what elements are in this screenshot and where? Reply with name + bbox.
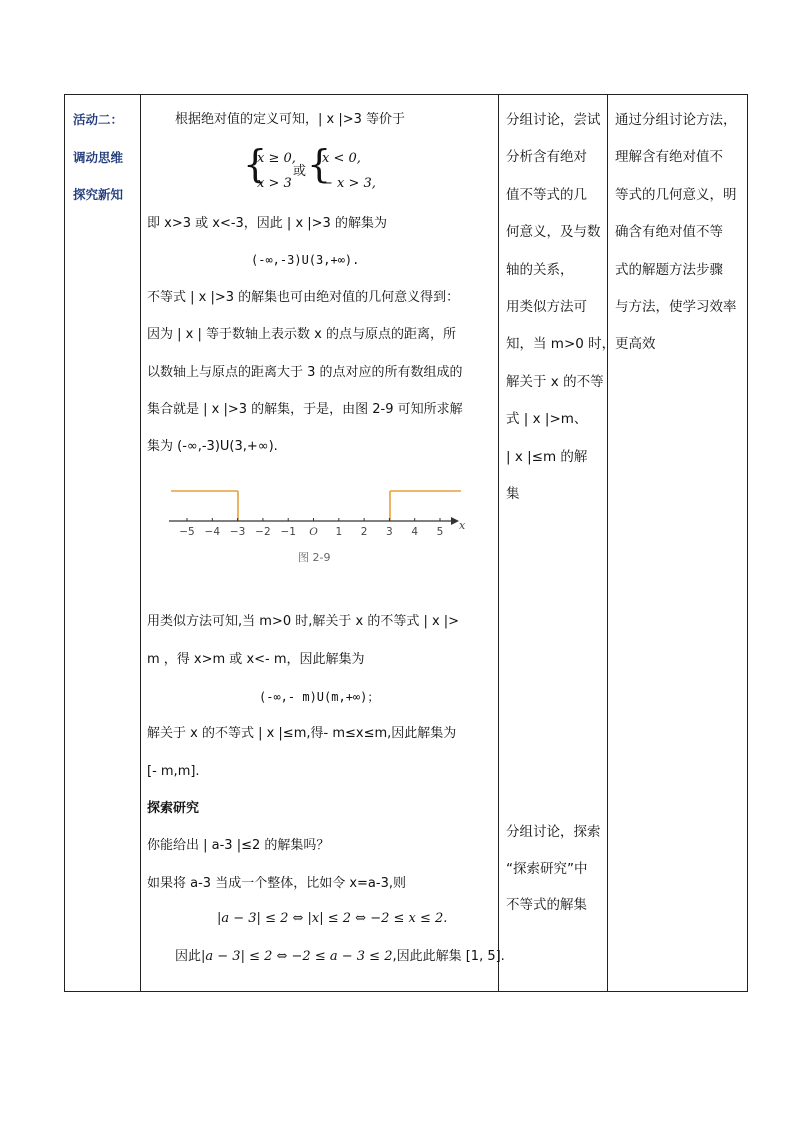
paragraph-4: 以数轴上与原点的距离大于 3 的点对应的所有数组成的	[147, 365, 463, 380]
question-2-formula: |a − 3| ≤ 2 ⇔ |x| ≤ 2 ⇔ −2 ≤ x ≤ 2.	[217, 911, 448, 926]
paragraph-1: 即 x>3 或 x<-3，因此 | x |>3 的解集为	[147, 216, 387, 231]
table-row	[65, 95, 748, 992]
student-activity-line: 分析含有绝对	[506, 149, 587, 166]
student-activity-line: 式 | x |>m、	[506, 411, 588, 428]
design-intent-line: 确含有绝对值不等	[615, 224, 723, 241]
design-intent-line: 式的解题方法步骤	[615, 261, 723, 278]
tick-label: −3	[229, 526, 246, 538]
intro-text: 根据绝对值的定义可知，| x |>3 等价于	[175, 112, 406, 127]
tick-label: 4	[411, 526, 419, 538]
tick-labels	[179, 526, 443, 538]
student-activity-line: 轴的关系，	[506, 261, 574, 278]
paragraph-7: 用类似方法可知,当 m>0 时,解关于 x 的不等式 | x |>	[147, 614, 460, 629]
student-activity-line: 不等式的解集	[506, 897, 587, 913]
student-activity-line: 集	[506, 486, 520, 502]
design-intent-cell	[608, 95, 748, 992]
student-activity-line: 值不等式的几	[506, 186, 587, 203]
paragraph-3: 因为 | x | 等于数轴上表示数 x 的点与原点的距离，所	[147, 327, 456, 342]
design-intent-line: 与方法，使学习效率	[615, 299, 737, 315]
question-3-line	[175, 948, 505, 966]
question-1: 你能给出 | a-3 |≤2 的解集吗？	[147, 838, 330, 853]
student-activity-line: “探索研究”中	[506, 860, 588, 877]
tick-label: −5	[179, 526, 195, 538]
paragraph-8-result: (-∞,- m)U(m,+∞)；	[259, 690, 380, 704]
design-intent-line: 等式的几何意义，明	[615, 186, 737, 203]
student-activity-lines	[499, 95, 616, 991]
number-line-figure	[161, 485, 497, 575]
activity-title: 活动二：	[73, 112, 124, 127]
question-3-suffix: ,因此此解集 [1, 5].	[392, 949, 505, 964]
tick-label: 5	[436, 526, 444, 538]
student-activity-line: | x |≤m 的解	[506, 448, 588, 465]
design-intent-line: 理解含有绝对值不	[615, 149, 723, 166]
student-activity-line: 何意义，及与数	[506, 224, 601, 241]
system-or: 或	[293, 164, 307, 179]
paragraph-8: m ，得 x>m 或 x<- m，因此解集为	[147, 652, 365, 667]
paragraph-10: [- m,m].	[147, 764, 200, 779]
paragraph-9: 解关于 x 的不等式 | x |≤m,得- m≤x≤m,因此解集为	[147, 726, 457, 741]
design-intent-line: 更高效	[615, 336, 656, 353]
lesson-plan-table	[64, 94, 748, 992]
student-activity-cell	[499, 95, 616, 992]
system-left-2: x > 3	[257, 176, 292, 191]
student-activity-line: 知，当 m>0 时，	[506, 336, 616, 353]
paragraph-1-result: (-∞,-3)U(3,+∞).	[251, 253, 360, 267]
system-right-2: − x > 3,	[322, 176, 376, 191]
question-3-formula: |a − 3| ≤ 2 ⇔ −2 ≤ a − 3 ≤ 2	[201, 949, 393, 964]
paragraph-5: 集合就是 | x |>3 的解集，于是，由图 2-9 可知所求解	[147, 402, 463, 417]
paragraph-6: 集为 (-∞,-3)U(3,+∞).	[147, 439, 278, 454]
content-cell	[141, 95, 505, 992]
explore-heading: 探索研究	[147, 801, 200, 816]
tick-label: −1	[280, 526, 296, 538]
tick-label: −4	[204, 526, 221, 538]
tick-label: 1	[335, 526, 343, 538]
activity-purpose-2: 探究新知	[73, 187, 124, 202]
paragraph-2: 不等式 | x |>3 的解集也可由绝对值的几何意义得到：	[147, 290, 460, 305]
student-activity-line: 解关于 x 的不等	[506, 373, 604, 390]
system-right-1: x < 0,	[322, 151, 361, 166]
right-brace: {	[307, 142, 332, 186]
tick-label: −2	[255, 526, 271, 538]
student-activity-line: 分组讨论，尝试	[506, 112, 601, 128]
left-brace: {	[243, 142, 268, 186]
design-intent-lines	[608, 95, 747, 991]
tick-label: 3	[386, 526, 393, 538]
axis-label: x	[459, 519, 466, 532]
tick-label: 2	[360, 526, 368, 538]
question-2: 如果将 a-3 当成一个整体，比如令 x=a-3,则	[147, 876, 406, 891]
tick-label: O	[309, 526, 318, 538]
axis-arrow	[451, 517, 459, 525]
figure-caption: 图 2-9	[298, 551, 331, 564]
student-activity-line: 用类似方法可	[506, 299, 587, 315]
activity-cell	[65, 95, 141, 992]
activity-purpose-1: 调动思维	[73, 150, 124, 165]
system-left-1: x ≥ 0,	[257, 151, 296, 166]
question-3-prefix: 因此	[175, 949, 202, 964]
student-activity-line: 分组讨论，探索	[506, 824, 601, 840]
design-intent-line: 通过分组讨论方法，	[615, 112, 737, 128]
